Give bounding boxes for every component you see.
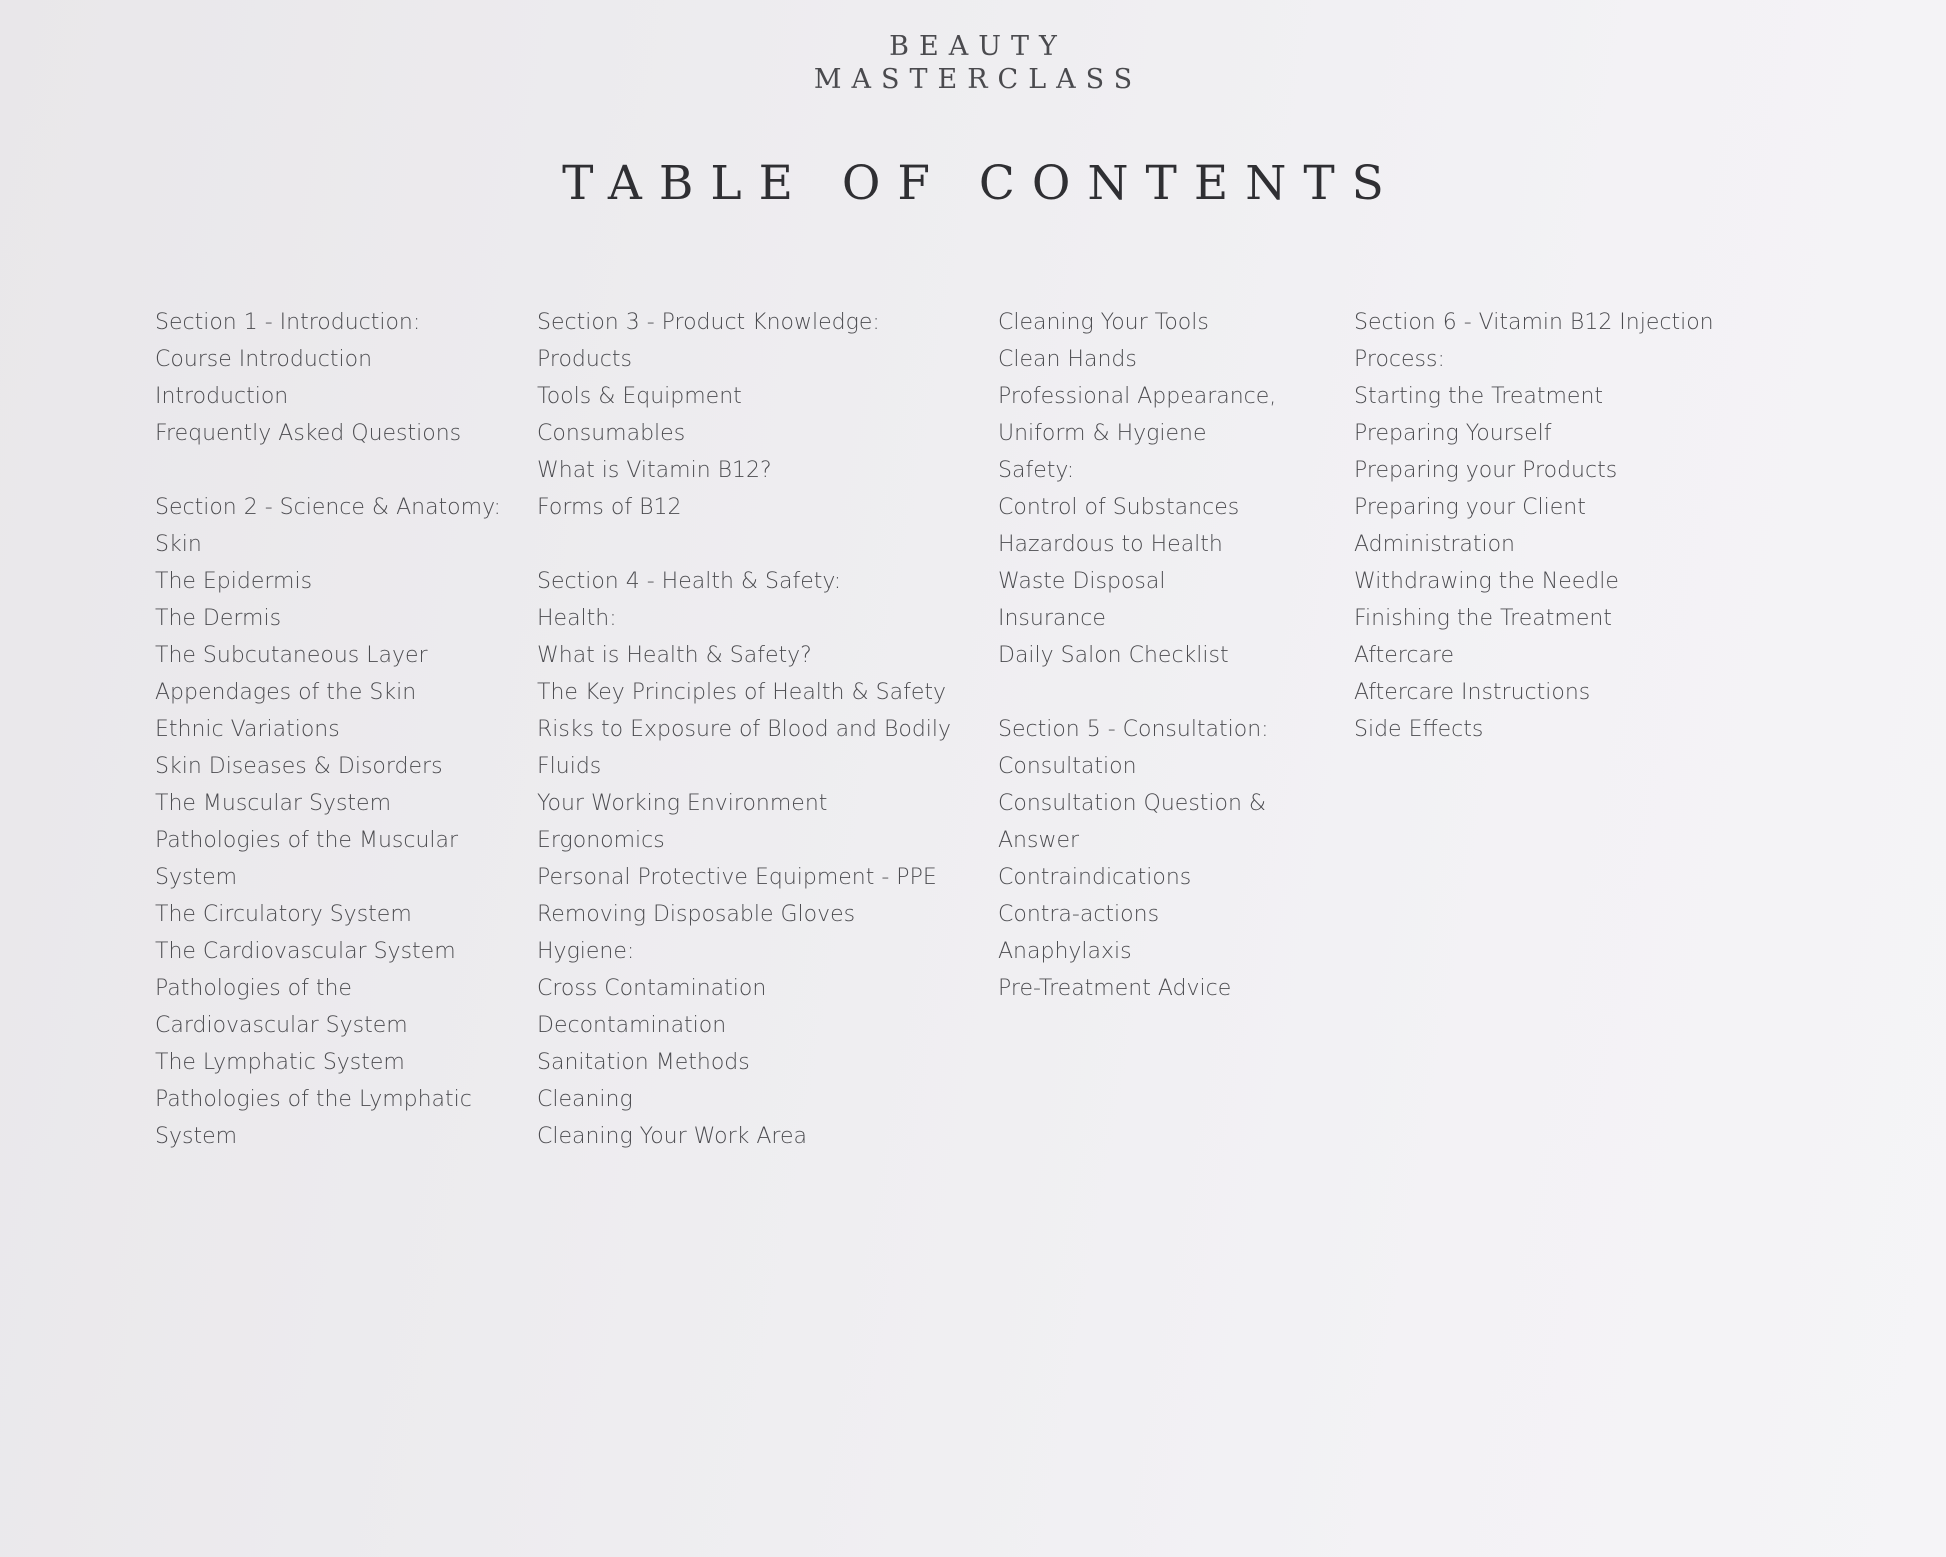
- toc-column-4: [1354, 304, 1714, 748]
- toc-entry: Forms of B12: [537, 495, 682, 520]
- toc-spacer: [998, 674, 1276, 711]
- toc-entry: Safety:: [998, 458, 1075, 483]
- toc-entry: Removing Disposable Gloves: [537, 902, 856, 927]
- toc-entry: Pre-Treatment Advice: [998, 976, 1232, 1001]
- toc-entry: Consultation Question &: [998, 791, 1267, 816]
- toc-entry: Cross Contamination: [537, 976, 767, 1001]
- toc-entry: Decontamination: [537, 1013, 727, 1038]
- toc-entry: Anaphylaxis: [998, 939, 1132, 964]
- toc-entry: Waste Disposal: [998, 569, 1166, 594]
- page-title: TABLE OF CONTENTS: [562, 156, 1401, 211]
- toc-entry: Answer: [998, 828, 1080, 853]
- toc-entry: Aftercare: [1354, 643, 1455, 668]
- toc-entry: Insurance: [998, 606, 1106, 631]
- toc-entry: The Muscular System: [155, 791, 392, 816]
- toc-entry: Starting the Treatment: [1354, 384, 1604, 409]
- toc-entry: Preparing your Client: [1354, 495, 1586, 520]
- toc-entry: Pathologies of the: [155, 976, 352, 1001]
- toc-entry: Cleaning Your Work Area: [537, 1124, 807, 1149]
- toc-entry: Consumables: [537, 421, 686, 446]
- toc-entry: Contraindications: [998, 865, 1192, 890]
- brand-logo: [0, 30, 1946, 96]
- toc-column-2: [537, 304, 951, 1155]
- toc-entry: Ethnic Variations: [155, 717, 340, 742]
- toc-entry: Risks to Exposure of Blood and Bodily: [537, 717, 952, 742]
- toc-entry: Side Effects: [1354, 717, 1484, 742]
- toc-entry: Professional Appearance,: [998, 384, 1277, 409]
- toc-section-heading: Section 2 - Science & Anatomy:: [155, 495, 501, 520]
- toc-entry: The Circulatory System: [155, 902, 412, 927]
- toc-entry: Personal Protective Equipment - PPE: [537, 865, 937, 890]
- toc-entry: Appendages of the Skin: [155, 680, 417, 705]
- toc-entry: The Dermis: [155, 606, 282, 631]
- toc-entry: Cleaning Your Tools: [998, 310, 1209, 335]
- toc-entry: Fluids: [537, 754, 602, 779]
- toc-spacer: [155, 452, 501, 489]
- toc-entry: Hazardous to Health: [998, 532, 1223, 557]
- toc-entry: System: [155, 1124, 238, 1149]
- toc-entry: Contra-actions: [998, 902, 1160, 927]
- toc-entry: Daily Salon Checklist: [998, 643, 1229, 668]
- toc-entry: Frequently Asked Questions: [155, 421, 462, 446]
- toc-entry: Your Working Environment: [537, 791, 828, 816]
- toc-section-heading: Section 4 - Health & Safety:: [537, 569, 842, 594]
- toc-section-heading: Section 1 - Introduction:: [155, 310, 421, 335]
- toc-entry: Finishing the Treatment: [1354, 606, 1612, 631]
- toc-section-heading: Section 6 - Vitamin B12 Injection: [1354, 310, 1714, 335]
- toc-entry: System: [155, 865, 238, 890]
- toc-spacer: [537, 526, 951, 563]
- toc-entry: Skin Diseases & Disorders: [155, 754, 443, 779]
- toc-entry: Hygiene:: [537, 939, 635, 964]
- toc-entry: Control of Substances: [998, 495, 1240, 520]
- toc-entry: Aftercare Instructions: [1354, 680, 1591, 705]
- toc-entry: The Epidermis: [155, 569, 313, 594]
- toc-entry: Uniform & Hygiene: [998, 421, 1207, 446]
- toc-column-1: [155, 304, 501, 1155]
- toc-entry: Pathologies of the Muscular: [155, 828, 459, 853]
- toc-entry: The Subcutaneous Layer: [155, 643, 428, 668]
- toc-section-heading: Section 5 - Consultation:: [998, 717, 1269, 742]
- toc-entry: Preparing Yourself: [1354, 421, 1552, 446]
- toc-section-heading: Section 3 - Product Knowledge:: [537, 310, 880, 335]
- toc-entry: Cardiovascular System: [155, 1013, 408, 1038]
- toc-entry: Consultation: [998, 754, 1137, 779]
- toc-entry: The Key Principles of Health & Safety: [537, 680, 946, 705]
- toc-entry: Skin: [155, 532, 202, 557]
- toc-entry: Pathologies of the Lymphatic: [155, 1087, 472, 1112]
- brand-line-1: BEAUTY: [889, 31, 1067, 62]
- toc-entry: Cleaning: [537, 1087, 633, 1112]
- toc-entry: Sanitation Methods: [537, 1050, 750, 1075]
- brand-line-2: MASTERCLASS: [813, 64, 1143, 95]
- toc-entry: Preparing your Products: [1354, 458, 1618, 483]
- toc-column-3: [998, 304, 1276, 1007]
- toc-entry: Clean Hands: [998, 347, 1137, 372]
- toc-entry: Tools & Equipment: [537, 384, 742, 409]
- toc-entry: Course Introduction: [155, 347, 373, 372]
- toc-entry: Ergonomics: [537, 828, 665, 853]
- toc-entry: Health:: [537, 606, 617, 631]
- toc-entry: Withdrawing the Needle: [1354, 569, 1619, 594]
- toc-entry: Process:: [1354, 347, 1445, 372]
- toc-entry: The Lymphatic System: [155, 1050, 405, 1075]
- toc-entry: Administration: [1354, 532, 1515, 557]
- toc-entry: What is Health & Safety?: [537, 643, 812, 668]
- toc-entry: The Cardiovascular System: [155, 939, 456, 964]
- toc-entry: Introduction: [155, 384, 289, 409]
- toc-entry: What is Vitamin B12?: [537, 458, 772, 483]
- toc-entry: Products: [537, 347, 632, 372]
